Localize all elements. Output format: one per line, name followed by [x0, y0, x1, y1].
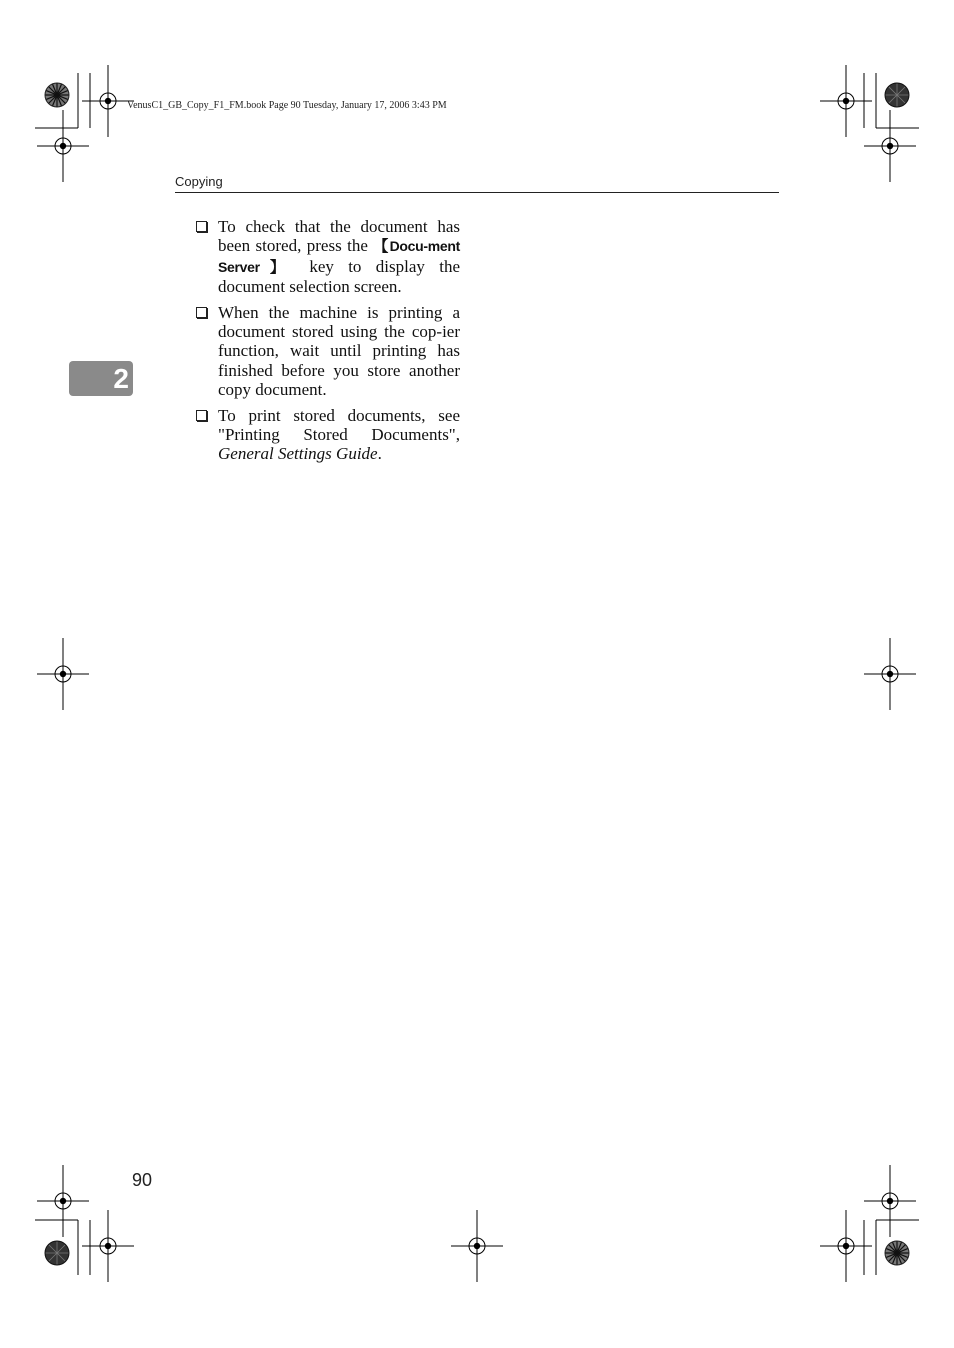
file-slug: VenusC1_GB_Copy_F1_FM.book Page 90 Tuesday, January 17, 2006 3:43 PM	[127, 100, 447, 111]
checkbox-icon	[196, 410, 207, 421]
color-wheel-icon	[45, 1241, 69, 1265]
checkbox-icon	[196, 307, 207, 318]
registration-mark-icon	[37, 1165, 89, 1237]
note-item	[196, 303, 460, 400]
key-bracket-open: 【	[373, 237, 390, 256]
registration-mark-icon	[864, 110, 916, 182]
checkbox-icon	[196, 221, 207, 232]
color-wheel-icon	[885, 1241, 909, 1265]
color-wheel-icon	[45, 83, 69, 107]
note-text: key to display the document selection screen.	[218, 256, 460, 297]
note-text: To check that the document has been stored, press the	[218, 217, 460, 256]
manual-title: General Settings Guide	[218, 444, 378, 464]
note-text: To print stored documents, see "Printing Stored Documents",	[218, 405, 460, 445]
notes-list	[196, 217, 460, 470]
running-head: Copying	[175, 174, 223, 189]
color-wheel-icon	[885, 83, 909, 107]
chapter-tab	[69, 361, 133, 396]
page-number: 90	[132, 1170, 153, 1190]
note-item	[196, 406, 460, 464]
note-text: .	[377, 444, 382, 464]
key-bracket-close: 】	[259, 257, 295, 276]
note-item	[196, 217, 460, 297]
note-text: When the machine is printing a document stored using the cop-ier function, wait until printing has finished before you store another copy document.	[218, 302, 460, 400]
header-rule	[175, 192, 779, 193]
registration-mark-icon	[37, 638, 89, 710]
registration-mark-icon	[864, 1165, 916, 1237]
registration-mark-icon	[37, 110, 89, 182]
registration-mark-icon	[451, 1210, 503, 1282]
key-label: Docu-ment Server	[218, 238, 460, 275]
registration-mark-icon	[864, 638, 916, 710]
chapter-number: 2	[113, 362, 129, 394]
